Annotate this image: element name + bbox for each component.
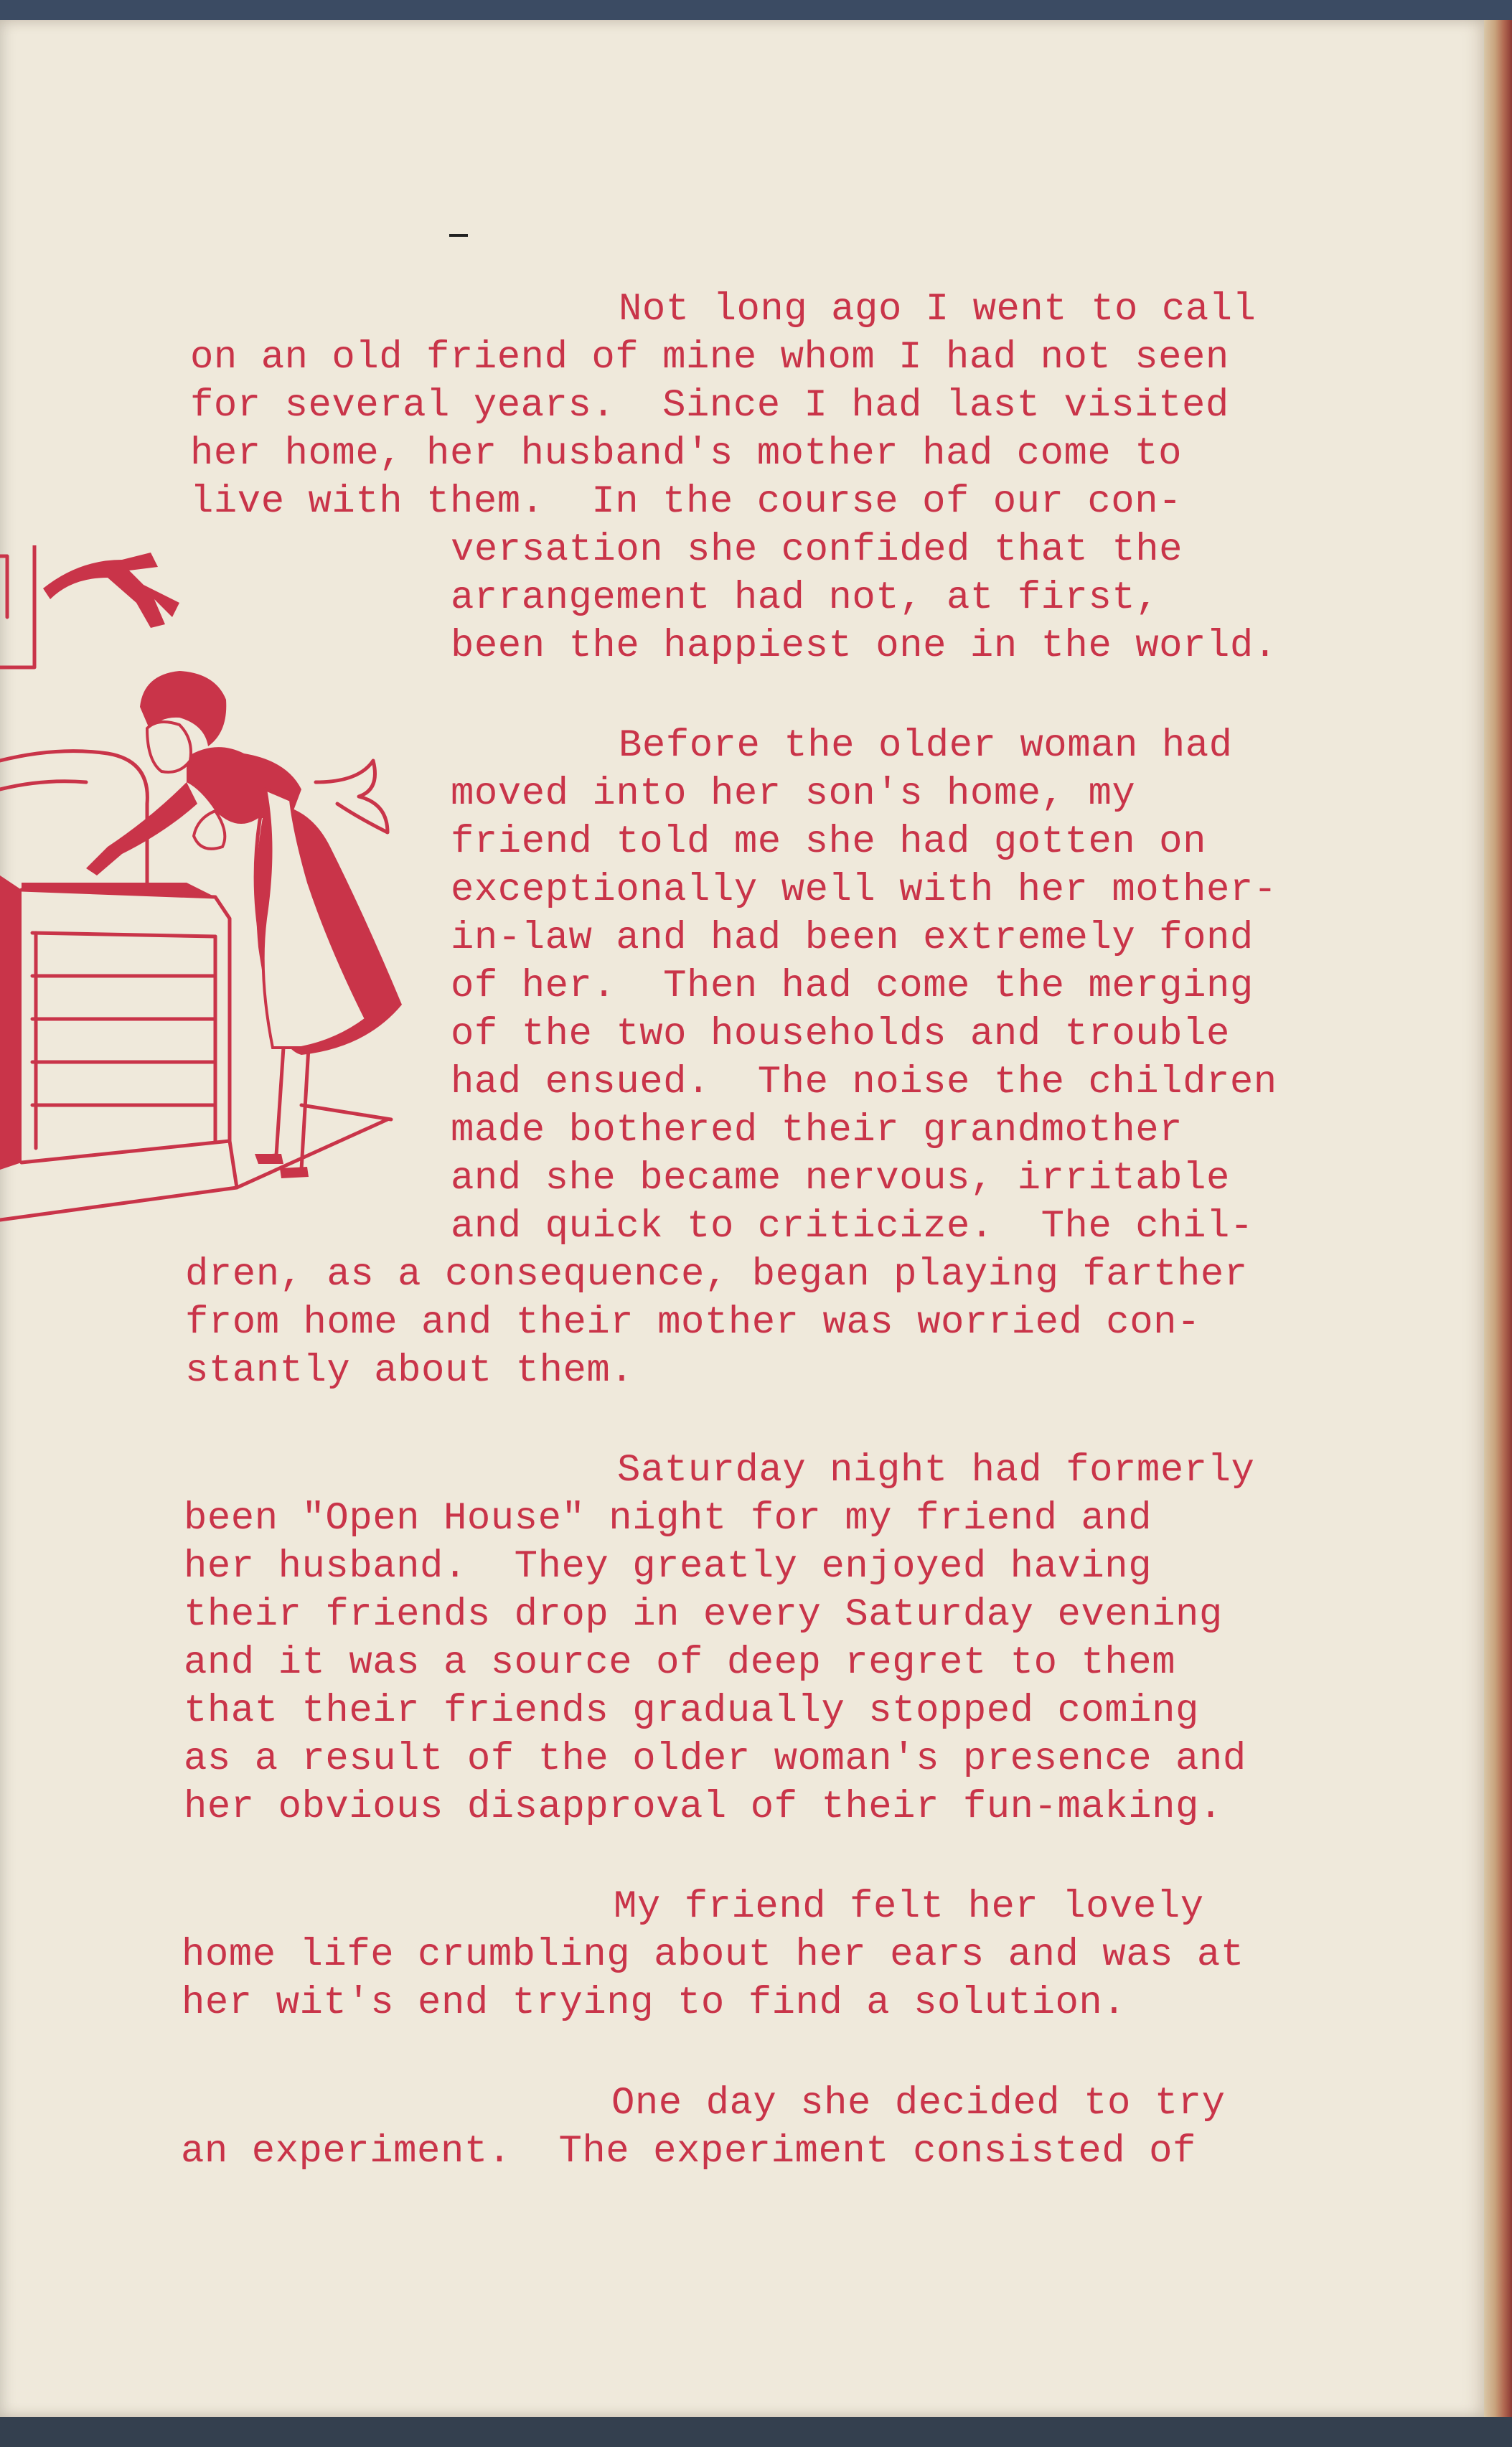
text-line: been the happiest one in the world. [451,624,1277,668]
text-line: her home, her husband's mother had come to [190,432,1183,476]
text-line: her wit's end trying to find a solution. [182,1981,1127,2025]
text-line: in-law and had been extremely fond [451,916,1254,960]
text-line: home life crumbling about her ears and was at [182,1933,1244,1977]
text-line: had ensued. The noise the children [451,1061,1277,1104]
text-line: of her. Then had come the merging [451,964,1254,1008]
text-line: One day she decided to try [611,2082,1226,2126]
text-line: an experiment. The experiment consisted of [181,2130,1196,2174]
text-line: made bothered their grandmother [451,1109,1183,1152]
text-line: My friend felt her lovely [614,1885,1204,1929]
text-line: of the two households and trouble [451,1013,1230,1056]
text-line: on an old friend of mine whom I had not seen [190,336,1229,380]
text-line: dren, as a consequence, began playing farther [185,1253,1248,1297]
text-line: as a result of the older woman's presence and [184,1737,1246,1781]
text-line: Saturday night had formerly [617,1449,1255,1493]
scan-background-bottom [0,2417,1512,2447]
text-line: that their friends gradually stopped coming [184,1689,1199,1733]
chair [0,751,147,883]
text-line: from home and their mother was worried con- [185,1301,1201,1345]
text-line: and quick to criticize. The chil- [451,1205,1254,1249]
text-line: moved into her son's home, my [451,772,1136,816]
text-line: Before the older woman had [619,724,1233,768]
text-line: live with them. In the course of our con- [190,480,1183,524]
text-line: and it was a source of deep regret to them [184,1641,1176,1685]
scan-background-top [0,0,1512,20]
woman-dusting-bookshelf-illustration [0,545,431,1249]
stray-mark [449,234,468,237]
text-line: arrangement had not, at first, [451,576,1160,620]
wall-frame [0,545,34,667]
text-line: versation she confided that the [451,528,1183,572]
text-line: their friends drop in every Saturday evening [184,1593,1223,1637]
text-line: stantly about them. [185,1349,634,1393]
text-line: been "Open House" night for my friend and [184,1497,1152,1541]
bookshelf [22,890,230,1163]
vine-decoration [43,553,179,628]
text-line: her husband. They greatly enjoyed having [184,1545,1152,1589]
text-line: friend told me she had gotten on [451,820,1206,864]
page-edge [1484,20,1512,2417]
text-line: for several years. Since I had last visited [190,384,1229,428]
text-line: Not long ago I went to call [619,288,1257,332]
woman-face [147,722,191,772]
text-line: and she became nervous, irritable [451,1157,1230,1201]
text-line: her obvious disapproval of their fun-making. [184,1785,1223,1829]
text-line: exceptionally well with her mother- [451,868,1277,912]
